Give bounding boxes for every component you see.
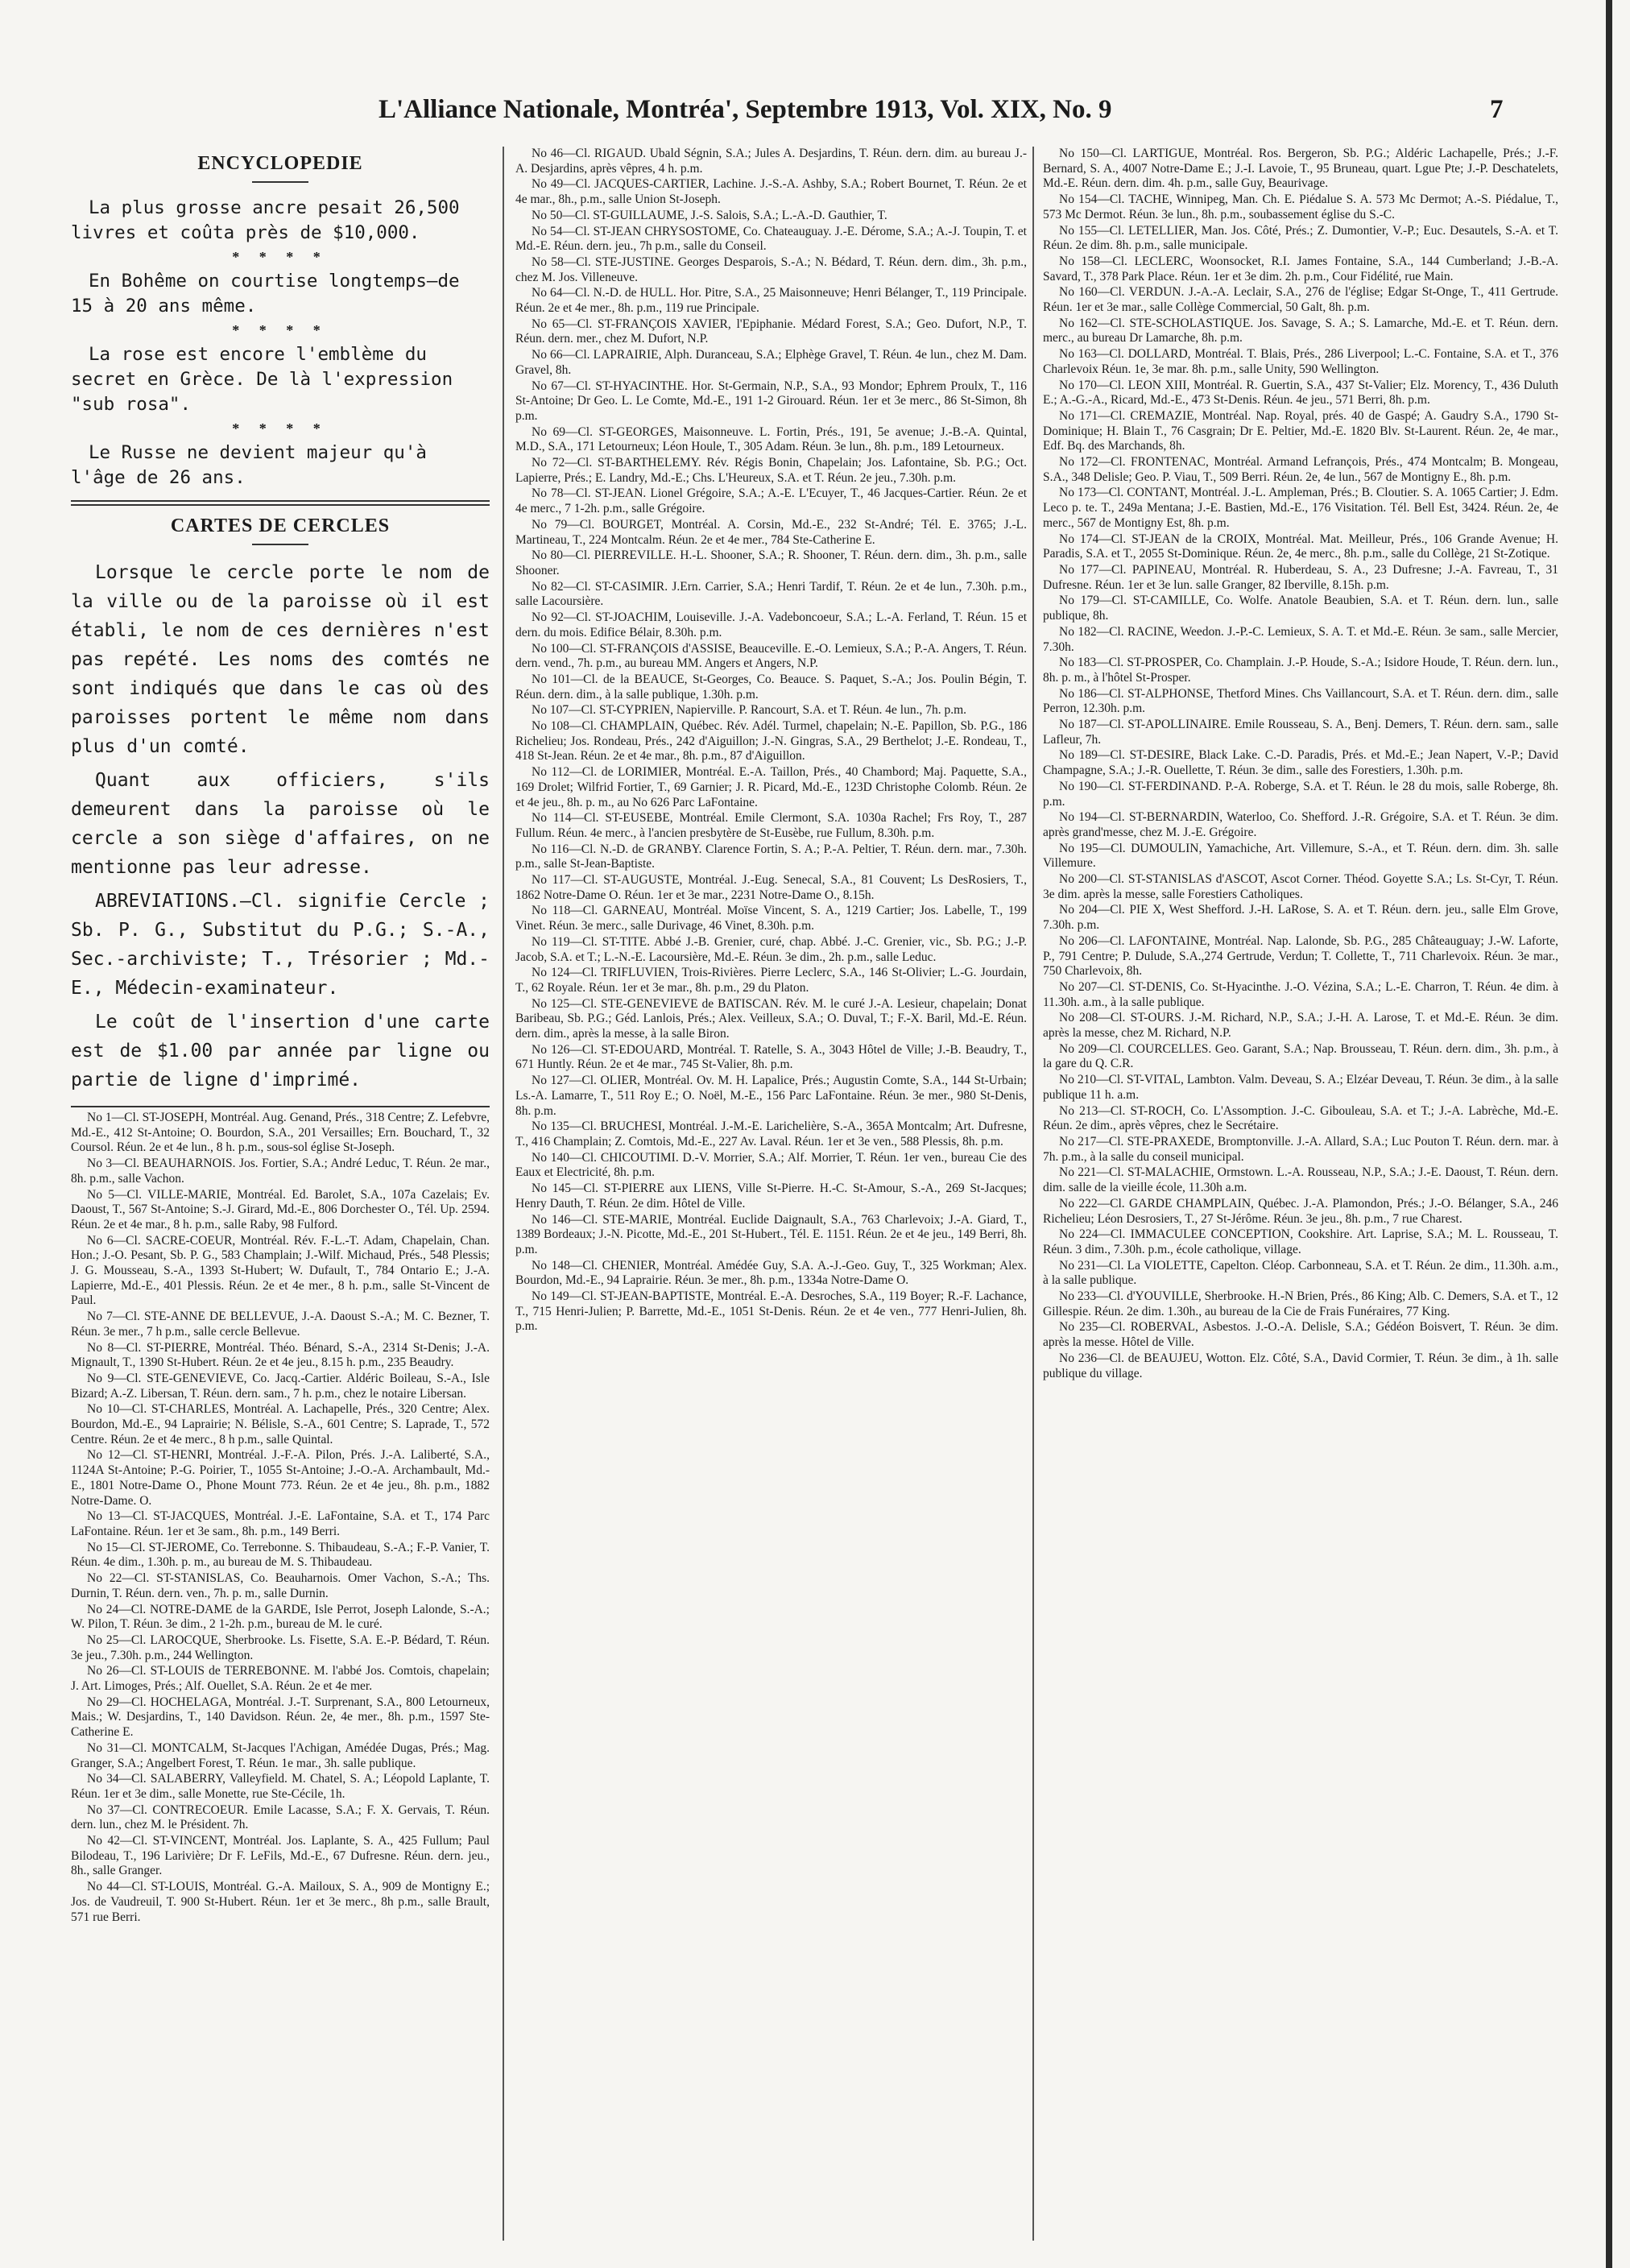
circle-entry: No 6—Cl. SACRE-COEUR, Montréal. Rév. F.-L.-T. Adam, Chapelain, Chan. Hon.; J.-O. Pesant, Sb. P. G., 583 Champlain; J.-Wilf. Michaud, Prés., 548 Plessis; J. G. Mousseau, S.-A., 1393 St-Hubert; W. Dufault, T., 784 Ontario E.; J.-A. Lapierre, Md.-E., 401 Plessis. Réun. 2e et 4e mer., 8 h. p.m., salle St-Vincent de Paul. (71, 1233, 490, 1308)
circle-entry: No 135—Cl. BRUCHESI, Montréal. J.-M.-E. Larichelière, S.-A., 365A Montcalm; Art. Dufresne, T., 416 Champlain; Z. Comtois, Md.-E., 227 Av. Laval. Réun. 1er et 3e ven., 588 Plessis, 8h. p.m. (515, 1120, 1027, 1148)
circle-entry: No 194—Cl. ST-BERNARDIN, Waterloo, Co. Shefford. J.-R. Grégoire, S.A. et T. Réun. 3e dim. après grand'messe, chez M. J.-E. Grégoire. (1043, 810, 1558, 839)
circle-entry: No 204—Cl. PIE X, West Shefford. J.-H. LaRose, S. A. et T. Réun. dern. jeu., salle Elm Grove, 7.30h. p.m. (1043, 903, 1558, 933)
circle-entry: No 29—Cl. HOCHELAGA, Montréal. J.-T. Surprenant, S.A., 800 Letourneux, Mais.; W. Desjardins, T., 140 Davidson. Réun. 2e, 4e mer., 8h. p.m., 1597 Ste-Catherine E. (71, 1695, 490, 1740)
circle-entry: No 116—Cl. N.-D. de GRANBY. Clarence Fortin, S. A.; P.-A. Peltier, T. Réun. dern. mar., 7.30h. p.m., salle St-Jean-Baptiste. (515, 842, 1027, 871)
circle-entry: No 79—Cl. BOURGET, Montréal. A. Corsin, Md.-E., 232 St-André; Tél. E. 3765; J.-L. Martineau, T., 224 Montcalm. Réun. 2e et 4e mer., 784 Ste-Catherine E. (515, 517, 1027, 547)
circle-entry: No 206—Cl. LAFONTAINE, Montréal. Nap. Lalonde, Sb. P.G., 285 Châteauguay; J.-W. Laforte, P., 791 Centre; P. Dulude, S.A.,274 Gertrude, Verdun; T. Collette, T., 711 Charlevoix. Réun. 3e mar., 750 Charlevoix, 8h. (1043, 933, 1558, 979)
circle-entry: No 209—Cl. COURCELLES. Geo. Garant, S.A.; Nap. Brousseau, T. Réun. dern. dim., 3h. p.m., à la gare du Q. C.R. (1043, 1041, 1558, 1071)
circle-entry: No 114—Cl. ST-EUSEBE, Montréal. Emile Clermont, S.A. 1030a Rachel; Frs Roy, T., 287 Fullum. Réun. 4e merc., à l'ancien presbytère de St-Eusèbe, rue Fullum, 8.30h. p.m. (515, 811, 1027, 840)
circle-entry: No 26—Cl. ST-LOUIS de TERREBONNE. M. l'abbé Jos. Comtois, chapelain; J. Art. Limoges, Prés.; Alf. Ouellet, S.A. Réun. 2e et 4e mer. (71, 1664, 490, 1694)
circle-entry: No 42—Cl. ST-VINCENT, Montréal. Jos. Laplante, S. A., 425 Fullum; Paul Bilodeau, T., 196 Larivière; Dr F. LeFils, Md.-E., 67 Dufresne. Réun. dern. jeu., 8h., salle Granger. (71, 1834, 490, 1878)
circle-entry: No 8—Cl. ST-PIERRE, Montréal. Théo. Bénard, S.-A., 2314 St-Denis; J.-A. Mignault, T., 1390 St-Hubert. Réun. 2e et 4e jeu., 8.15 h. p.m., 235 Beaudry. (71, 1340, 490, 1370)
circle-entry: No 124—Cl. TRIFLUVIEN, Trois-Rivières. Pierre Leclerc, S.A., 146 St-Olivier; L.-G. Jourdain, T., 62 Royale. Réun. 1er et 3e mar., 8h. p.m., 29 du Platon. (515, 966, 1027, 995)
circle-entry: No 222—Cl. GARDE CHAMPLAIN, Québec. J.-A. Plamondon, Prés.; J.-O. Bélanger, S.A., 246 Richelieu; Léon Desrosiers, T., 27 St-Jérôme. Réun. 3e jeu., 8h. p.m., 7 rue Charest. (1043, 1196, 1558, 1226)
circle-entry: No 58—Cl. STE-JUSTINE. Georges Desparois, S.-A.; N. Bédard, T. Réun. dern. dim., 3h. p.m., chez M. Jos. Villeneuve. (515, 255, 1027, 284)
column-rule (503, 147, 504, 2241)
circle-entry: No 155—Cl. LETELLIER, Man. Jos. Côté, Prés.; Z. Dumontier, V.-P.; Euc. Desautels, S.-A. et T. Réun. 2e dim. 8h. p.m., salle municipale. (1043, 223, 1558, 253)
circle-entry: No 173—Cl. CONTANT, Montréal. J.-L. Ampleman, Prés.; B. Cloutier. S. A. 1065 Cartier; J. Edm. Leco p. te. T., 249a Mentana; J.-E. Bastien, Md.-E., 176 Visitation. Tél. Bell Est, 3424. Réun. 2e, 4e merc., 567 de Montigny Est, 8h. p.m. (1043, 486, 1558, 530)
circle-entry: No 217—Cl. STE-PRAXEDE, Bromptonville. J.-A. Allard, S.A.; Luc Pouton T. Réun. dern. mar. à 7h. p.m., à la salle du conseil municipal. (1043, 1135, 1558, 1164)
circle-entry: No 174—Cl. ST-JEAN de la CROIX, Montréal. Mat. Meilleur, Prés., 106 Grande Avenue; H. Paradis, S.A. et T., 2055 St-Dominique. Réun. 2e, 4e merc., 8h. p.m., salle du Collège, 21 St-Zotique. (1043, 532, 1558, 561)
circle-list-col2 (515, 147, 1027, 1335)
encyclopedie-item: La plus grosse ancre pesait 26,500 livres et coûta près de $10,000. (71, 197, 460, 243)
circle-entry: No 107—Cl. ST-CYPRIEN, Napierville. P. Rancourt, S.A. et T. Réun. 4e lun., 7h. p.m. (532, 703, 967, 718)
encyclopedie-section (71, 196, 490, 490)
circle-entry: No 148—Cl. CHENIER, Montréal. Amédée Guy, S.A. A.-J.-Geo. Guy, T., 325 Workman; Alex. Bourdon, Md.-E., 94 Laprairie. Réun. 3e mer., 8h. p.m., 1334a Notre-Dame O. (515, 1258, 1027, 1288)
circle-entry: No 210—Cl. ST-VITAL, Lambton. Valm. Deveau, S. A.; Elzéar Deveau, T. Réun. 3e dim., à la salle publique 11 h. a.m. (1043, 1073, 1558, 1102)
circle-entry: No 233—Cl. d'YOUVILLE, Sherbrooke. H.-N Brien, Prés., 86 King; Alb. C. Demers, S.A. et T., 12 Gillespie. Réun. 2e dim. 1.30h., au bureau de la Cie de Frais Funéraires, 77 King. (1043, 1289, 1558, 1318)
circle-entry: No 140—Cl. CHICOUTIMI. D.-V. Morrier, S.A.; Alf. Morrier, T. Réun. 1er ven., bureau Cie des Eaux et Electricité, 8h. p.m. (515, 1150, 1027, 1180)
circle-entry: No 118—Cl. GARNEAU, Montréal. Moïse Vincent, S. A., 1219 Cartier; Jos. Labelle, T., 199 Vinet. Réun. 3e merc., salle Durivage, 46 Vinet, 8.30h. p.m. (515, 904, 1027, 933)
encyclopedie-item: En Bohême on courtise longtemps—de 15 à 20 ans même. (71, 271, 460, 317)
circle-entry: No 171—Cl. CREMAZIE, Montréal. Nap. Royal, prés. 40 de Gaspé; A. Gaudry S.A., 1790 St-Dominique; H. Blain T., 76 Casgrain; Dr E. Peltier, Md.-E. 1820 Blv. St-Laurent. Réun. 2e, 4e mar., Edf. Bq. des Marchands, 8h. (1043, 408, 1558, 453)
circle-entry: No 1—Cl. ST-JOSEPH, Montréal. Aug. Genand, Prés., 318 Centre; Z. Lefebvre, Md.-E., 412 St-Antoine; O. Bourdon, S.A., 201 Versailles; Ern. Bouchard, T., 32 Coursol. Réun. 2e et 4e lun., 8 h. p.m., sous-sol église St-Joseph. (71, 1111, 490, 1155)
circle-entry: No 182—Cl. RACINE, Weedon. J.-P.-C. Lemieux, S. A. T. et Md.-E. Réun. 3e sam., salle Mercier, 7.30h. (1043, 624, 1558, 654)
circle-entry: No 69—Cl. ST-GEORGES, Maisonneuve. L. Fortin, Prés., 191, 5e avenue; J.-B.-A. Quintal, M.D., S.A., 171 Letourneux; Léon Houle, T., 305 Adam. Réun. 3e lun., 8h. p.m., 189 Letourneux. (515, 424, 1027, 454)
circle-entry: No 170—Cl. LEON XIII, Montréal. R. Guertin, S.A., 437 St-Valier; Elz. Morency, T., 436 Duluth E.; A.-G.-A., Ricard, Md.-E., 473 St-Denis. Réun. 4e jeu., 571 Berri, 8h. p.m. (1043, 378, 1558, 408)
separator: * * * * (232, 249, 329, 265)
circle-entry: No 67—Cl. ST-HYACINTHE. Hor. St-Germain, N.P., S.A., 93 Mondor; Ephrem Proulx, T., 116 St-Antoine; Dr Geo. L. Le Comte, Md.-E., 191 1-2 Girouard. Réun. 1er et 3e merc., 86 St-Simon, 8h p.m. (515, 379, 1027, 423)
circle-entry: No 154—Cl. TACHE, Winnipeg, Man. Ch. E. Piédalue S. A. 573 Mc Dermot; A.-S. Piédalue, T., 573 Mc Dermot. Réun. 3e lun., 8h. p.m., soubassement église du S.-C. (1043, 192, 1558, 221)
circle-entry: No 221—Cl. ST-MALACHIE, Ormstown. L.-A. Rousseau, N.P., S.A.; J.-E. Daoust, T. Réun. dern. dim. salle de la vieille école, 11.30h a.m. (1043, 1165, 1558, 1195)
circle-entry: No 34—Cl. SALABERRY, Valleyfield. M. Chatel, S. A.; Léopold Laplante, T. Réun. 1er et 3e dim., salle Monette, rue Ste-Cécile, 1h. (71, 1772, 490, 1801)
circle-entry: No 22—Cl. ST-STANISLAS, Co. Beauharnois. Omer Vachon, S.-A.; Ths. Durnin, T. Réun. dern. ven., 7h. p. m., salle Durnin. (71, 1571, 490, 1600)
circle-entry: No 187—Cl. ST-APOLLINAIRE. Emile Rousseau, S. A., Benj. Demers, T. Réun. dern. sam., salle Lafleur, 7h. (1043, 718, 1558, 747)
circle-entry: No 195—Cl. DUMOULIN, Yamachiche, Art. Villemure, S.-A., et T. Réun. dern. dim. 3h. salle Villemure. (1043, 841, 1558, 871)
circle-entry: No 163—Cl. DOLLARD, Montréal. T. Blais, Prés., 286 Liverpool; L.-C. Fontaine, S.A. et T., 376 Charlevoix Réun. 1e, 3e mar. 8h. p.m., salle Unity, 590 Wellington. (1043, 347, 1558, 376)
circle-entry: No 100—Cl. ST-FRANÇOIS d'ASSISE, Beauceville. E.-O. Lemieux, S.A.; P.-A. Angers, T. Réun. dern. vend., 7h. p.m., au bureau MM. Angers et Angers, N.P. (515, 641, 1027, 671)
scan-edge (1606, 0, 1612, 2268)
circle-entry: No 158—Cl. LECLERC, Woonsocket, R.I. James Fontaine, S.A., 144 Cumberland; J.-B.-A. Savard, T., 378 Park Place. Réun. 1er et 3e dim. 2h. p.m., Cour Fidélité, rue Main. (1043, 254, 1558, 284)
cartes-heading: CARTES DE CERCLES (170, 515, 391, 536)
circle-entry: No 10—Cl. ST-CHARLES, Montréal. A. Lachapelle, Prés., 320 Centre; Alex. Bourdon, Md.-E., 94 Laprairie; N. Bélisle, S.-A., 601 Centre; S. Laprade, T., 572 Centre. Réun. 2e et 4e merc., 8 h p.m., salle Quintal. (71, 1402, 490, 1446)
circle-entry: No 80—Cl. PIERREVILLE. H.-L. Shooner, S.A.; R. Shooner, T. Réun. dern. dim., 3h. p.m., salle Shooner. (515, 548, 1027, 577)
circle-entry: No 37—Cl. CONTRECOEUR. Emile Lacasse, S.A.; F. X. Gervais, T. Réun. dern. lun., chez M. le Président. 7h. (71, 1802, 490, 1832)
circle-list-col1 (71, 1106, 490, 1925)
circle-entry: No 119—Cl. ST-TITE. Abbé J.-B. Grenier, curé, chap. Abbé. J.-C. Grenier, vic., Sb. P.G.; J.-P. Jacob, S.A. et T.; L.-N.-E. Lacoursière, Md.-E. Réun. 3e dim., 2h. p.m., salle Leduc. (515, 934, 1027, 964)
intro-paragraph: Quant aux officiers, s'ils demeurent dans la paroisse où le cercle a son siège d'affaires, on ne mentionne pas leur adresse. (71, 770, 490, 878)
circle-entry: No 31—Cl. MONTCALM, St-Jacques l'Achigan, Amédée Dugas, Prés.; Mag. Granger, S.A.; Angelbert Forest, T. Réun. 1e mar., 3h. salle publique. (71, 1740, 490, 1770)
circle-entry: No 92—Cl. ST-JOACHIM, Louiseville. J.-A. Vadeboncoeur, S.A.; L.-A. Ferland, T. Réun. 15 et dern. du mois. Edifice Bélair, 8.30h. p.m. (515, 610, 1027, 639)
circle-entry: No 9—Cl. STE-GENEVIEVE, Co. Jacq.-Cartier. Aldéric Boileau, S.-A., Isle Bizard; A.-Z. Libersan, T. Réun. dern. sam., 7 h. p.m., chez le notaire Libersan. (71, 1371, 490, 1401)
circle-entry: No 65—Cl. ST-FRANÇOIS XAVIER, l'Epiphanie. Médard Forest, S.A.; Geo. Dufort, N.P., T. Réun. dern. mer., chez M. Dufort, N.P. (515, 317, 1027, 346)
page-number: 7 (1490, 95, 1504, 124)
circle-entry: No 82—Cl. ST-CASIMIR. J.Ern. Carrier, S.A.; Henri Tardif, T. Réun. 2e et 4e lun., 7.30h. p.m., salle Lacoursière. (515, 579, 1027, 609)
column-rule (1032, 147, 1034, 2241)
circle-entry: No 101—Cl. de la BEAUCE, St-Georges, Co. Beauce. S. Paquet, S.-A.; Jos. Poulin Bégin, T. Réun. dern. dim., à la salle publique, 1.30h. p.m. (515, 672, 1027, 702)
circle-entry: No 207—Cl. ST-DENIS, Co. St-Hyacinthe. J.-O. Vézina, S.A.; L.-E. Charron, T. Réun. 4e dim. à 11.30h. a.m., à la salle publique. (1043, 979, 1558, 1009)
circle-entry: No 183—Cl. ST-PROSPER, Co. Champlain. J.-P. Houde, S.-A.; Isidore Houde, T. Réun. dern. lun., 8h. p. m., à l'hôtel St-Prosper. (1043, 656, 1558, 685)
circle-list-col3 (1043, 147, 1558, 1381)
circle-entry: No 112—Cl. de LORIMIER, Montréal. E.-A. Taillon, Prés., 40 Chambord; Maj. Paquette, S.A., 169 Drolet; Wilfrid Fortier, T., 69 Garnier; J. R. Picard, Md.-E., 123D Christophe Colomb. Réun. 2e et 4e jeu., 8h. p. m., au No 626 Parc LaFontaine. (515, 765, 1027, 809)
column-2 (515, 147, 1027, 2225)
circle-entry: No 177—Cl. PAPINEAU, Montréal. R. Huberdeau, S. A., 23 Dufresne; J.-A. Favreau, T., 31 Dufresne. Réun. 1er et 3e lun. salle Granger, 82 Iberville, 8.15h. p.m. (1043, 562, 1558, 592)
circle-entry: No 145—Cl. ST-PIERRE aux LIENS, Ville St-Pierre. H.-C. St-Amour, S.-A., 269 St-Jacques; Henry Dauth, T. Réun. 2e dim. Hôtel de Ville. (515, 1182, 1027, 1211)
column-3 (1043, 147, 1558, 2225)
cartes-intro (71, 558, 490, 1095)
circle-entry: No 146—Cl. STE-MARIE, Montréal. Euclide Daignault, S.A., 763 Charlevoix; J.-A. Giard, T., 1389 Bordeaux; J.-N. Picotte, Md.-E., 201 St-Hubert., Tél. E. 1151. Réun. 2e et 4e jeu., 149 Berri, 8h. p.m. (515, 1212, 1027, 1256)
circle-entry: No 54—Cl. ST-JEAN CHRYSOSTOME, Co. Chateauguay. J.-E. Dérome, S.A.; A.-J. Toupin, T. et Md.-E. Réun. dern. jeu., 7h p.m., salle du Conseil. (515, 224, 1027, 254)
circle-entry: No 46—Cl. RIGAUD. Ubald Ségnin, S.A.; Jules A. Desjardins, T. Réun. dern. dim. au bureau J.-A. Desjardins, après vêpres, 4 h. p.m. (515, 147, 1027, 176)
circle-entry: No 213—Cl. ST-ROCH, Co. L'Assomption. J.-C. Gibouleau, S.A. et T.; J.-A. Labrèche, Md.-E. Réun. 2e dim., après vêpres, chez le Secrétaire. (1043, 1103, 1558, 1133)
encyclopedie-item: La rose est encore l'emblème du secret en Grèce. De là l'expression "sub rosa". (71, 344, 453, 415)
circle-entry: No 78—Cl. ST-JEAN. Lionel Grégoire, S.A.; A.-E. L'Ecuyer, T., 46 Jacques-Cartier. Réun. 2e et 4e merc., 7 1-2h. p.m., salle Grégoire. (515, 486, 1027, 516)
intro-paragraph: ABREVIATIONS.—Cl. signifie Cercle ; Sb. P. G., Substitut du P.G.; S.-A., Sec.-archiviste; T., Trésorier ; Md.-E., Médecin-examinateur. (71, 891, 490, 999)
circle-entry: No 64—Cl. N.-D. de HULL. Hor. Pitre, S.A., 25 Maisonneuve; Henri Bélanger, T., 119 Principale. Réun. 2e et 4e mer., 8h. p.m., 119 rue Principale. (515, 286, 1027, 316)
circle-entry: No 15—Cl. ST-JEROME, Co. Terrebonne. S. Thibaudeau, S.-A.; F.-P. Vanier, T. Réun. 4e dim., 1.30h. p. m., au bureau de M. S. Thibaudeau. (71, 1540, 490, 1570)
circle-entry: No 149—Cl. ST-JEAN-BAPTISTE, Montréal. E.-A. Desroches, S.A., 119 Boyer; R.-F. Lachance, T., 715 Henri-Julien; P. Barrette, Md.-E., 1051 St-Denis. Réun. 2e et 4e ven., 777 Henri-Julien, 8h. p.m. (515, 1289, 1027, 1334)
circle-entry: No 50—Cl. ST-GUILLAUME, J.-S. Salois, S.A.; L.-A.-D. Gauthier, T. (532, 208, 887, 222)
circle-entry: No 25—Cl. LAROCQUE, Sherbrooke. Ls. Fisette, S.A. E.-P. Bédard, T. Réun. 3e jeu., 7.30h. p.m., 244 Wellington. (71, 1633, 490, 1662)
circle-entry: No 3—Cl. BEAUHARNOIS. Jos. Fortier, S.A.; André Leduc, T. Réun. 2e mar., 8h. p.m., salle Vachon. (71, 1157, 490, 1186)
circle-entry: No 150—Cl. LARTIGUE, Montréal. Ros. Bergeron, Sb. P.G.; Aldéric Lachapelle, Prés.; J.-F. Bernard, S. A., 4007 Notre-Dame E.; J.-I. Lavoie, T., 95 Bruneau, quart. Lgue Pte; J.-P. Deschatelets, Md.-E. Réun. dern. dim. 4h. p.m., salle Guy, Beaurivage. (1043, 147, 1558, 191)
circle-entry: No 66—Cl. LAPRAIRIE, Alph. Duranceau, S.A.; Elphège Gravel, T. Réun. 4e lun., chez M. Dam. Gravel, 8h. (515, 348, 1027, 377)
separator: * * * * (232, 322, 329, 338)
column-1 (71, 147, 490, 2225)
circle-entry: No 12—Cl. ST-HENRI, Montréal. J.-F.-A. Pilon, Prés. J.-A. Laliberté, S.A., 1124A St-Antoine; P.-G. Poirier, T., 1055 St-Antoine; J.-O.-A. Archambault, Md.-E., 1801 Notre-Dame O., Phone Mount 773. Réun. 2e et 4e jeu., 8h. p.m., 1882 Notre-Dame. O. (71, 1448, 490, 1508)
encyclopedie-heading: ENCYCLOPEDIE (197, 153, 363, 174)
circle-entry: No 179—Cl. ST-CAMILLE, Co. Wolfe. Anatole Beaubien, S.A. et T. Réun. dern. lun., salle publique, 8h. (1043, 594, 1558, 623)
circle-entry: No 190—Cl. ST-FERDINAND. P.-A. Roberge, S.A. et T. Réun. le 28 du mois, salle Roberge, 8h. p.m. (1043, 779, 1558, 809)
section-divider (71, 500, 490, 506)
circle-entry: No 235—Cl. ROBERVAL, Asbestos. J.-O.-A. Delisle, S.A.; Gédéon Boisvert, T. Réun. 3e dim. après la messe. Hôtel de Ville. (1043, 1320, 1558, 1350)
circle-entry: No 127—Cl. OLIER, Montréal. Ov. M. H. Lapalice, Prés.; Augustin Comte, S.A., 144 St-Urbain; Ls.-A. Lamarre, T., 511 Roy E.; O. Noël, M.-E., 156 Parc LaFontaine. Réun. 3e mer., 980 St-Denis, 8h. p.m. (515, 1074, 1027, 1118)
circle-entry: No 24—Cl. NOTRE-DAME de la GARDE, Isle Perrot, Joseph Lalonde, S.-A.; W. Pilon, T. Réun. 3e dim., 2 1-2h. p.m., bureau de M. le curé. (71, 1602, 490, 1632)
circle-entry: No 44—Cl. ST-LOUIS, Montréal. G.-A. Mailoux, S. A., 909 de Montigny E.; Jos. de Vaudreuil, T. 900 St-Hubert. Réun. 1er et 3e merc., 8h p.m., salle Brault, 571 rue Berri. (71, 1880, 490, 1924)
circle-entry: No 5—Cl. VILLE-MARIE, Montréal. Ed. Barolet, S.A., 107a Cazelais; Ev. Daoust, T., 567 St-Antoine; S.-J. Girard, Md.-E., 806 Dorchester O., Tél. Up. 2594. Réun. 2e et 4e mar., 8 h. p.m., salle Raby, 98 Fulford. (71, 1187, 490, 1231)
intro-paragraph: Le coût de l'insertion d'une carte est de $1.00 par année par ligne ou partie de ligne d'imprimé. (71, 1012, 490, 1091)
intro-paragraph: Lorsque le cercle porte le nom de la ville ou de la paroisse où il est établi, le nom de ces dernières n'est pas repété. Les noms des comtés ne sont indiqués que dans le cas où des paroisses portent le même nom dans plus d'un comté. (71, 562, 490, 757)
circle-entry: No 125—Cl. STE-GENEVIEVE de BATISCAN. Rév. M. le curé J.-A. Lesieur, chapelain; Donat Baribeau, Sb. P.G.; Géd. Lanlois, Prés.; Alex. Veilleux, S.A.; O. Duval, T.; F.-X. Baril, Md.-E. Réun. dern. dim., après la messe, à la salle Biron. (515, 996, 1027, 1041)
page-header: L'Alliance Nationale, Montréa', Septembre 1913, Vol. XIX, No. 9 (379, 95, 1112, 124)
circle-entry: No 200—Cl. ST-STANISLAS d'ASCOT, Ascot Corner. Théod. Goyette S.A.; Ls. St-Cyr, T. Réun. 3e dim. après la messe, salle Forestiers Catholiques. (1043, 872, 1558, 901)
circle-entry: No 108—Cl. CHAMPLAIN, Québec. Rév. Adél. Turmel, chapelain; N.-E. Papillon, Sb. P.G., 186 Richelieu; Jos. Rondeau, Prés., 242 d'Aiguillon; J.-N. Gingras, S.A., 29 Berthelot; J.-E. Rondeau, T., 418 St-Jean. Réun. 2e et 4e mar., 8h. p.m., 87 d'Aiguillon. (515, 719, 1027, 764)
circle-entry: No 117—Cl. ST-AUGUSTE, Montréal. J.-Eug. Senecal, S.A., 81 Couvent; Ls DesRosiers, T., 1862 Notre-Dame O. Réun. 1er et 3e mar., 2231 Notre-Dame O., 8.15h. (515, 873, 1027, 902)
circle-entry: No 162—Cl. STE-SCHOLASTIQUE. Jos. Savage, S. A.; S. Lamarche, Md.-E. et T. Réun. dern. merc., au bureau Dr Lamarche, 8h. p.m. (1043, 316, 1558, 346)
circle-entry: No 189—Cl. ST-DESIRE, Black Lake. C.-D. Paradis, Prés. et Md.-E.; Jean Napert, V.-P.; David Champagne, S.A.; J.-R. Ouellette, T. Réun. 3e dim., salle des Forestiers, 1.30h. p.m. (1043, 748, 1558, 778)
circle-entry: No 236—Cl. de BEAUJEU, Wotton. Elz. Côté, S.A., David Cormier, T. Réun. 3e dim., à 1h. salle publique du village. (1043, 1351, 1558, 1380)
heading-rule (252, 544, 308, 545)
circle-entry: No 172—Cl. FRONTENAC, Montréal. Armand Lefrançois, Prés., 474 Montcalm; B. Mongeau, S.A., 348 Delisle; Geo. P. Viau, T., 509 Berri. Réun. 2e, 4e lun., 567 de Montigny E., 8h. p.m. (1043, 455, 1558, 484)
circle-entry: No 13—Cl. ST-JACQUES, Montréal. J.-E. LaFontaine, S.A. et T., 174 Parc LaFontaine. Réun. 1er et 3e sam., 8h. p.m., 149 Berri. (71, 1509, 490, 1538)
circle-entry: No 186—Cl. ST-ALPHONSE, Thetford Mines. Chs Vaillancourt, S.A. et T. Réun. dern. dim., salle Perron, 12.30h. p.m. (1043, 686, 1558, 716)
circle-entry: No 224—Cl. IMMACULEE CONCEPTION, Cookshire. Art. Laprise, S.A.; M. L. Rousseau, T. Réun. 3 dim., 7.30h. p.m., école catholique, village. (1043, 1227, 1558, 1256)
heading-rule (252, 181, 308, 183)
circle-entry: No 49—Cl. JACQUES-CARTIER, Lachine. J.-S.-A. Ashby, S.A.; Robert Bournet, T. Réun. 2e et 4e mar., 8h., p.m., salle Union St-Joseph. (515, 177, 1027, 207)
circle-entry: No 126—Cl. ST-EDOUARD, Montréal. T. Ratelle, S. A., 3043 Hôtel de Ville; J.-B. Beaudry, T., 671 Huntly. Réun. 2e et 4e mar., 745 St-Valier, 8h. p.m. (515, 1042, 1027, 1072)
circle-entry: No 231—Cl. La VIOLETTE, Capelton. Cléop. Carbonneau, S.A. et T. Réun. 2e dim., 11.30h. a.m., à la salle publique. (1043, 1258, 1558, 1288)
circle-entry: No 7—Cl. STE-ANNE DE BELLEVUE, J.-A. Daoust S.-A.; M. C. Bezner, T. Réun. 3e mer., 7 h p.m., salle cercle Bellevue. (71, 1310, 490, 1339)
circle-entry: No 72—Cl. ST-BARTHELEMY. Rév. Régis Bonin, Chapelain; Jos. Lafontaine, Sb. P.G.; Oct. Lapierre, Prés.; E. Landry, Md.-E.; Chs. L'Heureux, S.A. et T. Réun. 2e jeu., 7.30h. p.m. (515, 456, 1027, 485)
circle-entry: No 208—Cl. ST-OURS. J.-M. Richard, N.P., S.A.; J.-H. A. Larose, T. et Md.-E. Réun. 3e dim. après la messe, chez M. Richard, N.P. (1043, 1011, 1558, 1041)
circle-entry: No 160—Cl. VERDUN. J.-A.-A. Leclair, S.A., 276 de l'église; Edgar St-Onge, T., 411 Gertrude. Réun. 1er et 3e mar., salle Collège Commercial, 50 Galt, 8h. p.m. (1043, 285, 1558, 315)
separator: * * * * (232, 420, 329, 437)
encyclopedie-item: Le Russe ne devient majeur qu'à l'âge de 26 ans. (71, 442, 427, 488)
